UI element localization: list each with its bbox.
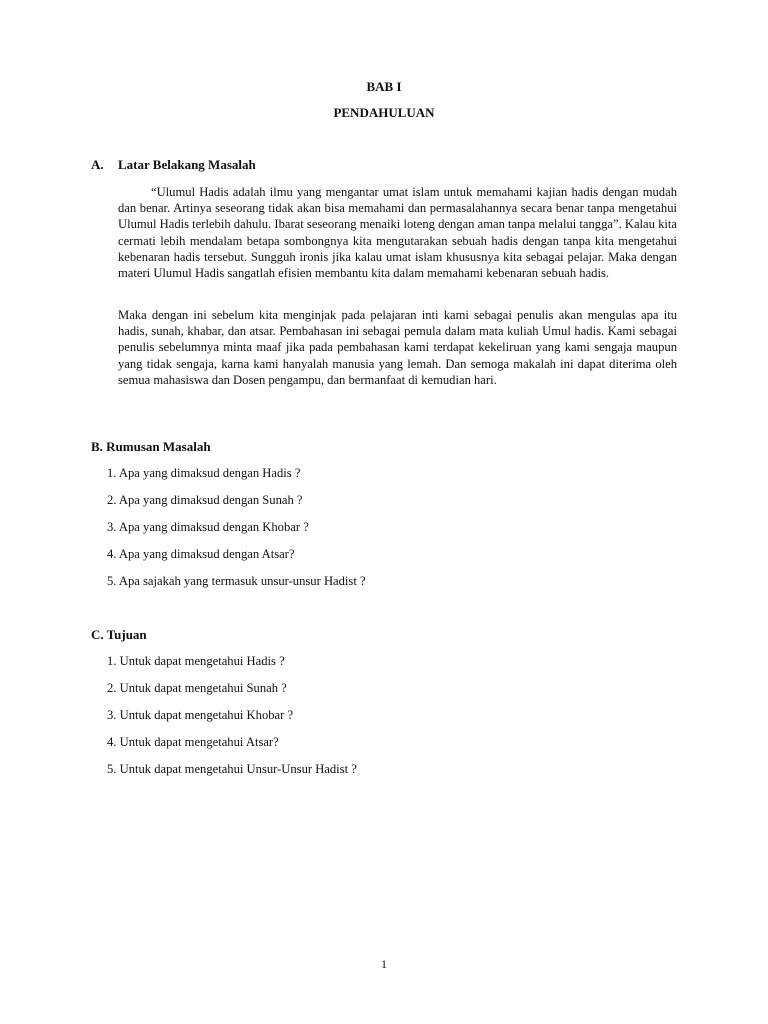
list-item: 4. Untuk dapat mengetahui Atsar? [107, 735, 279, 749]
list-item: 4. Apa yang dimaksud dengan Atsar? [107, 547, 295, 561]
list-item: 1. Untuk dapat mengetahui Hadis ? [107, 654, 285, 668]
list-item: 2. Untuk dapat mengetahui Sunah ? [107, 681, 287, 695]
paragraph-2: Maka dengan ini sebelum kita menginjak pada pelajaran inti kami sebagai penulis akan mengulas apa itu hadis, sunah, khabar, dan atsar. Pembahasan ini sebagai pemula dalam mata kuliah Umul hadis. Kami sebagai penulis sebelumnya minta maaf jika pada pembahasan kami terdapat kekeliruan yang kami sengaja maupun yang tidak sengaja, karna kami hanyalah manusia yang lemah. Dan semoga makalah ini dapat diterima oleh semua mahasiswa dan Dosen pengampu, dan bermanfaat di kemudian hari. [118, 308, 677, 387]
list-item: 5. Untuk dapat mengetahui Unsur-Unsur Hadist ? [107, 762, 357, 776]
section-a-title: Latar Belakang Masalah [118, 157, 256, 172]
chapter-title: PENDAHULUAN [333, 105, 435, 120]
list-item: 2. Apa yang dimaksud dengan Sunah ? [107, 493, 303, 507]
section-b-heading: B. Rumusan Masalah [91, 439, 211, 454]
paragraph-1: “Ulumul Hadis adalah ilmu yang mengantar umat islam untuk memahami kajian hadis dengan mudah dan benar. Artinya seseorang tidak akan bisa memahami dan permasalahannya secara benar tanpa mengetahui Ulumul Hadis terlebih dahulu. Ibarat seseorang menaiki loteng dengan aman tanpa melalui tangga”. Kalau kita cermati lebih mendalam betapa sombongnya kita mengutarakan sebuah hadis dengan tanpa kita mengetahui kebenaran hadis tersebut. Sungguh ironis jika kalau umat islam khususnya kita sebagai pelajar. Maka dengan materi Ulumul Hadis sangatlah efisien membantu kita dalam memahami kebenaran sebuah hadis. [118, 185, 677, 281]
list-item: 3. Apa yang dimaksud dengan Khobar ? [107, 520, 309, 534]
section-a-heading [91, 157, 256, 173]
section-c-heading: C. Tujuan [91, 627, 147, 642]
list-item: 5. Apa sajakah yang termasuk unsur-unsur Hadist ? [107, 574, 366, 588]
section-a-label: A. [91, 157, 104, 172]
list-item: 3. Untuk dapat mengetahui Khobar ? [107, 708, 294, 722]
page-number: 1 [381, 957, 387, 971]
list-item: 1. Apa yang dimaksud dengan Hadis ? [107, 466, 301, 480]
chapter-label: BAB I [366, 79, 402, 94]
